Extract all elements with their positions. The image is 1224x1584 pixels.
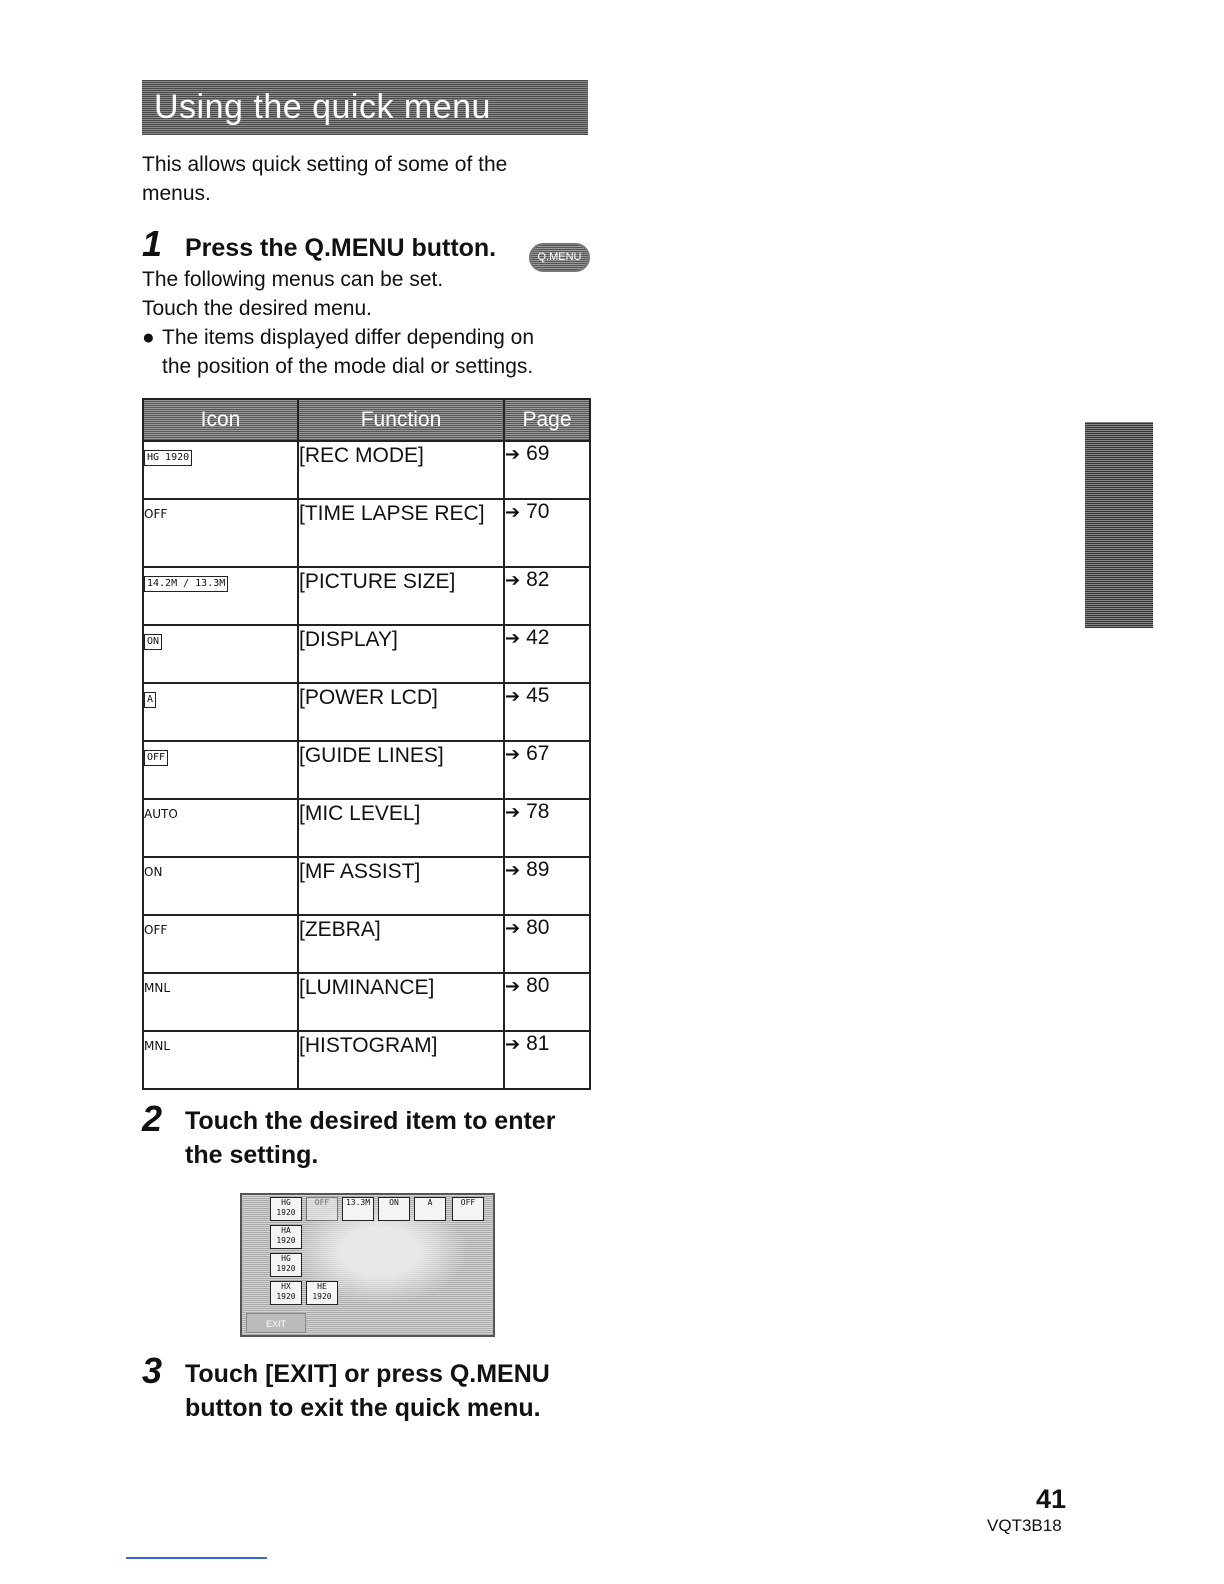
page-ref: 69 bbox=[526, 442, 550, 465]
arrow-right-icon: ➔ bbox=[505, 1034, 521, 1054]
rec-mode-option-icon: HE 1920 bbox=[306, 1281, 338, 1305]
guide-lines-off-icon: OFF bbox=[144, 750, 168, 766]
rec-mode-icon: HG 1920 bbox=[144, 450, 192, 466]
table-row bbox=[143, 625, 590, 683]
bullet-line-2: the position of the mode dial or settings. bbox=[162, 355, 534, 378]
display-on-icon: ON bbox=[144, 634, 162, 650]
step-3-title-line-1: Touch [EXIT] or press Q.MENU bbox=[185, 1360, 550, 1388]
arrow-right-icon: ➔ bbox=[505, 444, 521, 464]
table-row bbox=[143, 499, 590, 567]
arrow-right-icon: ➔ bbox=[505, 976, 521, 996]
table-row bbox=[143, 857, 590, 915]
table-row bbox=[143, 441, 590, 499]
header-function: Function bbox=[298, 399, 504, 441]
step-2-number: 2 bbox=[142, 1098, 163, 1139]
table-row bbox=[143, 1031, 590, 1089]
step-1-line-2: Touch the desired menu. bbox=[142, 297, 372, 320]
page-ref: 82 bbox=[526, 568, 550, 591]
arrow-right-icon: ➔ bbox=[505, 744, 521, 764]
page-number: 41 bbox=[1036, 1484, 1067, 1514]
bullet-line-1: The items displayed differ depending on bbox=[162, 326, 535, 349]
time-lapse-icon: OFF bbox=[306, 1197, 338, 1221]
rec-mode-option-icon: HA 1920 bbox=[270, 1225, 302, 1249]
step-2-title-line-2: the setting. bbox=[185, 1141, 319, 1169]
header-icon: Icon bbox=[143, 399, 298, 441]
guide-lines-icon: OFF bbox=[452, 1197, 484, 1221]
quick-menu-table bbox=[142, 398, 591, 1090]
chapter-side-tab bbox=[1085, 422, 1153, 628]
arrow-right-icon: ➔ bbox=[505, 502, 521, 522]
function-cell: [ZEBRA] bbox=[298, 915, 504, 973]
time-lapse-off-icon: OFF bbox=[144, 507, 168, 521]
exit-button-icon: EXIT bbox=[246, 1313, 306, 1333]
arrow-right-icon: ➔ bbox=[505, 918, 521, 938]
qmenu-button-icon: Q.MENU bbox=[529, 243, 590, 272]
power-lcd-icon: A bbox=[414, 1197, 446, 1221]
table-row bbox=[143, 683, 590, 741]
step-3-title-line-2: button to exit the quick menu. bbox=[185, 1394, 541, 1422]
arrow-right-icon: ➔ bbox=[505, 860, 521, 880]
function-cell: [LUMINANCE] bbox=[298, 973, 504, 1031]
mic-level-auto-icon: AUTO bbox=[144, 807, 178, 821]
power-lcd-icon: A bbox=[144, 692, 156, 708]
page-ref: 81 bbox=[526, 1032, 550, 1055]
histogram-mnl-icon: MNL bbox=[144, 1039, 171, 1053]
page-ref: 45 bbox=[526, 684, 550, 707]
table-row bbox=[143, 741, 590, 799]
page-ref: 78 bbox=[526, 800, 550, 823]
quick-menu-screen-illustration bbox=[240, 1193, 495, 1337]
step-1-line-1: The following menus can be set. bbox=[142, 268, 444, 291]
intro-line-2: menus. bbox=[142, 182, 211, 205]
arrow-right-icon: ➔ bbox=[505, 686, 521, 706]
step-2-title-line-1: Touch the desired item to enter bbox=[185, 1107, 556, 1135]
picture-size-icon: 13.3M bbox=[342, 1197, 374, 1221]
function-cell: [PICTURE SIZE] bbox=[298, 567, 504, 625]
function-cell: [REC MODE] bbox=[298, 441, 504, 499]
page-ref: 89 bbox=[526, 858, 550, 881]
step-1-number: 1 bbox=[142, 223, 163, 264]
table-row bbox=[143, 973, 590, 1031]
table-row bbox=[143, 799, 590, 857]
arrow-right-icon: ➔ bbox=[505, 802, 521, 822]
luminance-mnl-icon: MNL bbox=[144, 981, 171, 995]
picture-size-icon: 14.2M / 13.3M bbox=[144, 576, 228, 592]
rec-mode-option-icon: HG 1920 bbox=[270, 1253, 302, 1277]
function-cell: [POWER LCD] bbox=[298, 683, 504, 741]
mf-assist-on-icon: ON bbox=[144, 865, 163, 879]
header-page: Page bbox=[504, 399, 590, 441]
step-1-title: Press the Q.MENU button. bbox=[185, 234, 497, 262]
function-cell: [DISPLAY] bbox=[298, 625, 504, 683]
function-cell: [GUIDE LINES] bbox=[298, 741, 504, 799]
function-cell: [MIC LEVEL] bbox=[298, 799, 504, 857]
intro-text bbox=[142, 150, 588, 208]
intro-line-1: This allows quick setting of some of the bbox=[142, 153, 508, 176]
page-ref: 80 bbox=[526, 916, 550, 939]
bullet-icon: ● bbox=[142, 326, 155, 349]
document-code: VQT3B18 bbox=[987, 1516, 1062, 1535]
page-ref: 80 bbox=[526, 974, 550, 997]
bottom-rule bbox=[126, 1557, 267, 1559]
page-ref: 67 bbox=[526, 742, 550, 765]
page-ref: 42 bbox=[526, 626, 550, 649]
rec-mode-icon: HG 1920 bbox=[270, 1197, 302, 1221]
rec-mode-option-icon: HX 1920 bbox=[270, 1281, 302, 1305]
function-cell: [MF ASSIST] bbox=[298, 857, 504, 915]
step-1-bullet bbox=[142, 323, 588, 381]
arrow-right-icon: ➔ bbox=[505, 628, 521, 648]
page-ref: 70 bbox=[526, 500, 550, 523]
table-row bbox=[143, 567, 590, 625]
table-row bbox=[143, 915, 590, 973]
zebra-off-icon: OFF bbox=[144, 923, 168, 937]
step-3-number: 3 bbox=[142, 1350, 163, 1391]
function-cell: [HISTOGRAM] bbox=[298, 1031, 504, 1089]
table-header-row bbox=[143, 399, 590, 441]
display-icon: ON bbox=[378, 1197, 410, 1221]
function-cell: [TIME LAPSE REC] bbox=[298, 499, 504, 567]
section-title-banner: Using the quick menu bbox=[142, 80, 588, 135]
arrow-right-icon: ➔ bbox=[505, 570, 521, 590]
